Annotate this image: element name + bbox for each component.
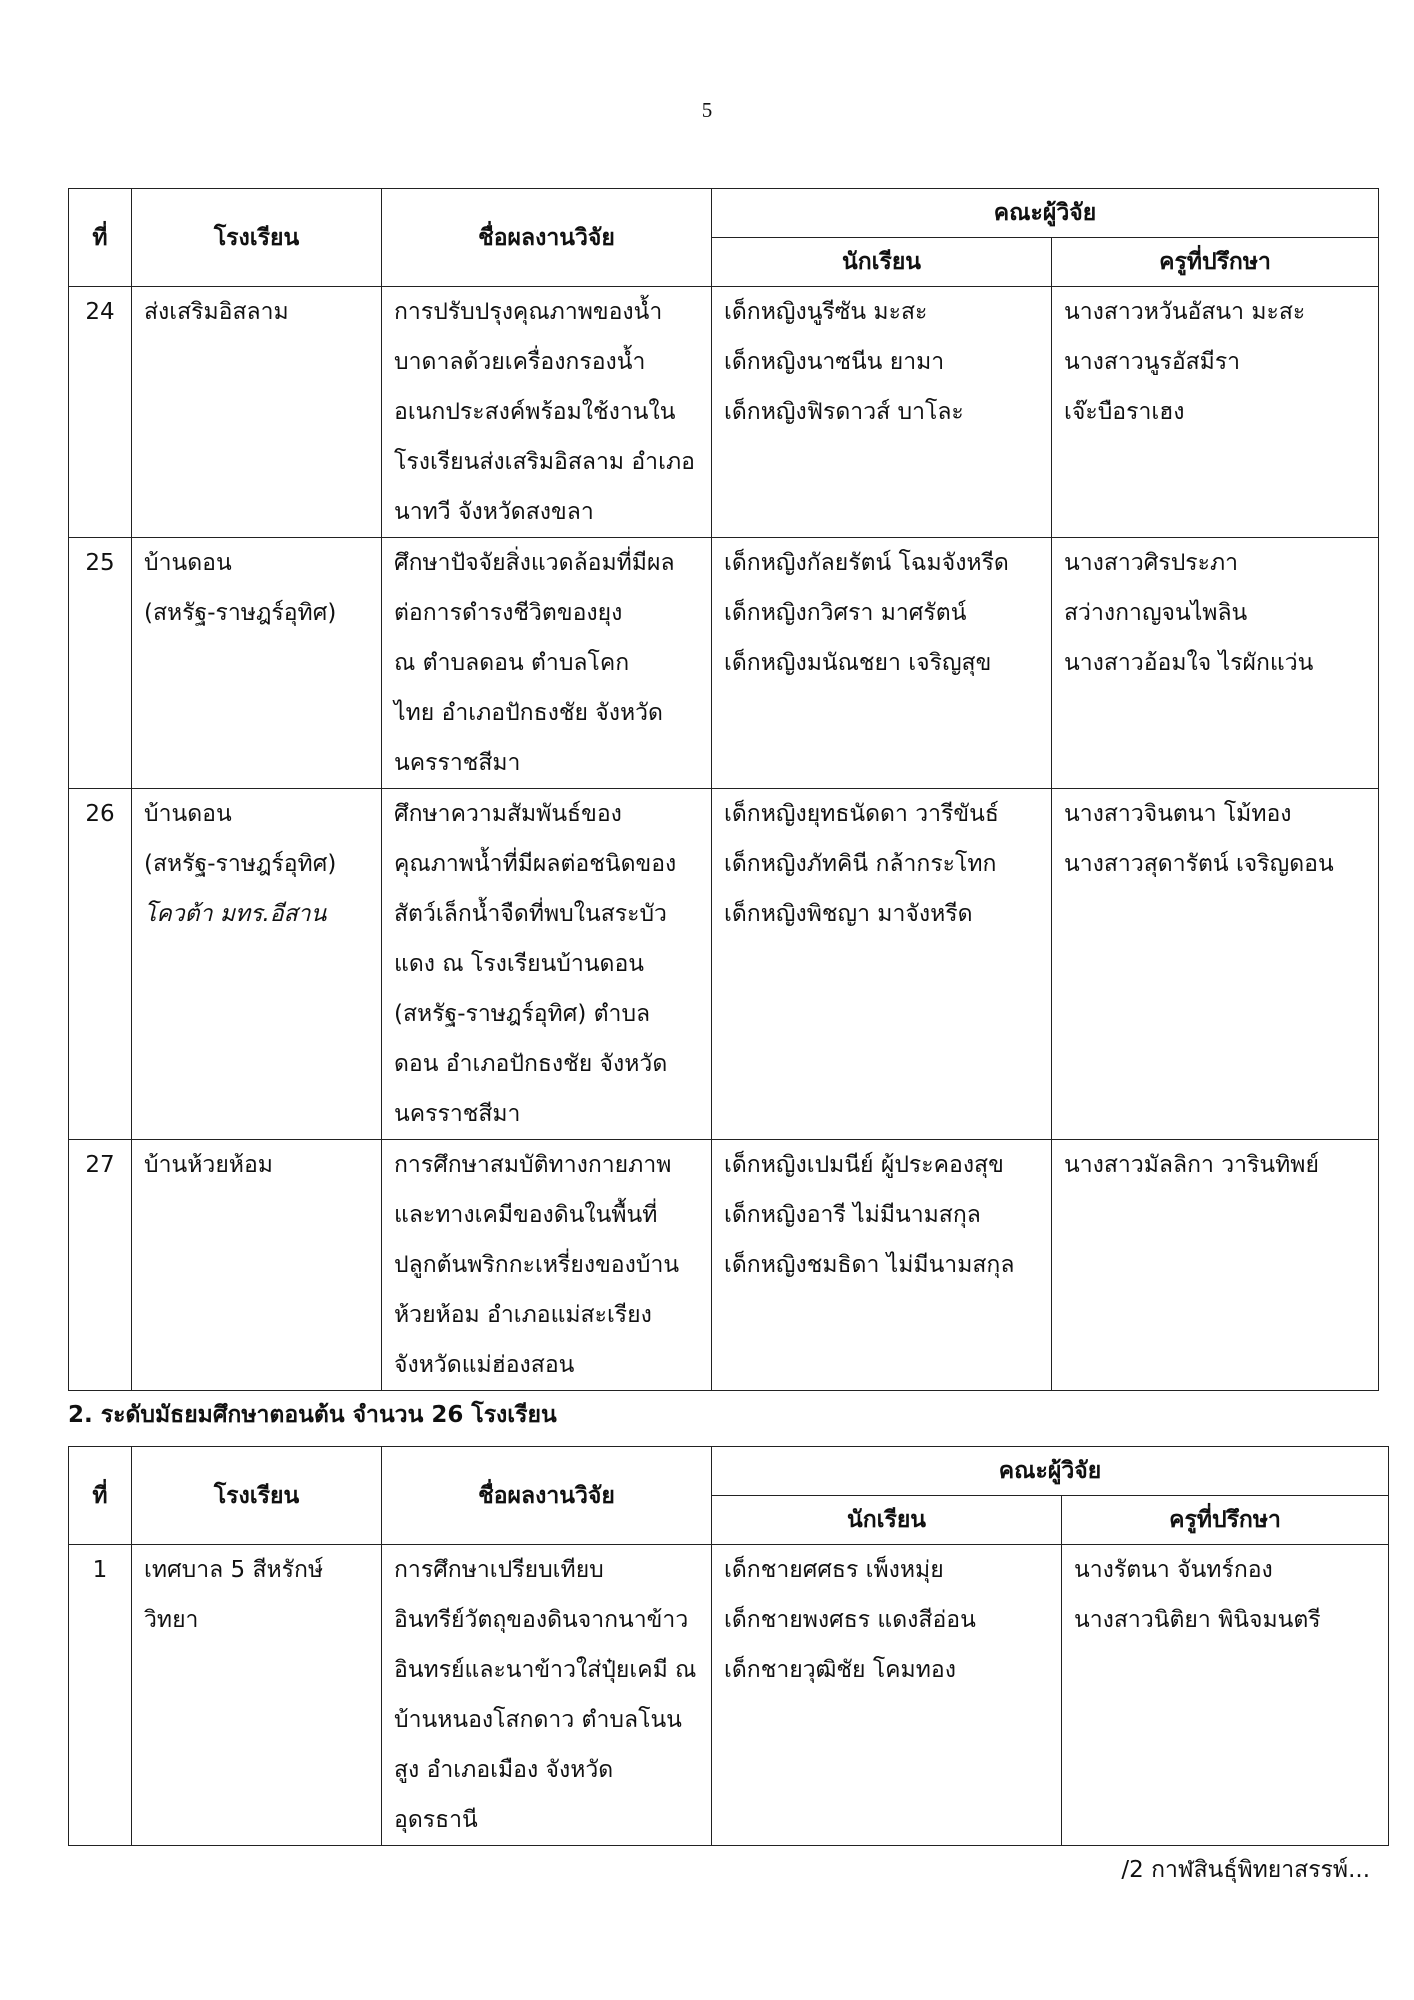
school-cell — [132, 287, 382, 538]
student-name: เด็กหญิงยุทธนัดดา วารีขันธ์ — [724, 801, 999, 827]
row-number: 1 — [69, 1545, 132, 1846]
title-line: การศึกษาเปรียบเทียบ — [394, 1557, 604, 1583]
research-table-primary — [68, 188, 1379, 1391]
header-title: ชื่อผลงานวิจัย — [382, 189, 712, 287]
header-title: ชื่อผลงานวิจัย — [382, 1447, 712, 1545]
research-table-lower-secondary — [68, 1446, 1389, 1846]
row-number: 26 — [69, 789, 132, 1140]
student-name: เด็กหญิงฟิรดาวส์ บาโละ — [724, 399, 964, 425]
advisor-name: เจ๊ะบือราเฮง — [1064, 399, 1185, 425]
title-line: ณ ตำบลดอน ตำบลโคก — [394, 650, 630, 676]
school-quota-note: โควต้า มทร.อีสาน — [144, 901, 327, 927]
title-line: การศึกษาสมบัติทางกายภาพ — [394, 1152, 672, 1178]
school-name: บ้านดอน — [144, 801, 232, 827]
header-school: โรงเรียน — [132, 1447, 382, 1545]
continuation-note: /2 กาฬสินธุ์พิทยาสรรพ์... — [1121, 1857, 1370, 1883]
title-line: นครราชสีมา — [394, 750, 521, 776]
student-name: เด็กหญิงพิชญา มาจังหรีด — [724, 901, 973, 927]
header-no: ที่ — [69, 1447, 132, 1545]
title-line: อินทรีย์วัตถุของดินจากนาข้าว — [394, 1607, 689, 1633]
header-team: คณะผู้วิจัย — [712, 189, 1379, 238]
table-row — [69, 287, 1379, 538]
student-name: เด็กชายวุฒิชัย โคมทอง — [724, 1657, 956, 1683]
school-cell — [132, 1140, 382, 1391]
title-line: บาดาลด้วยเครื่องกรองน้ำ — [394, 349, 646, 375]
header-advisors: ครูที่ปรึกษา — [1062, 1496, 1389, 1545]
title-cell — [382, 1140, 712, 1391]
advisor-name: นางสาวนูรอัสมีรา — [1064, 349, 1241, 375]
title-line: การปรับปรุงคุณภาพของน้ำ — [394, 299, 663, 325]
title-line: นาทวี จังหวัดสงขลา — [394, 499, 594, 525]
school-name: (สหรัฐ-ราษฎร์อุทิศ) — [144, 600, 337, 626]
title-line: อุดรธานี — [394, 1807, 478, 1833]
student-name: เด็กหญิงมนัณชยา เจริญสุข — [724, 650, 992, 676]
page-number: 5 — [701, 98, 713, 122]
title-line: ต่อการดำรงชีวิตของยุง — [394, 600, 623, 626]
school-name: ส่งเสริมอิสลาม — [144, 299, 289, 325]
student-name: เด็กหญิงนาซนีน ยามา — [724, 349, 945, 375]
students-cell — [712, 1545, 1062, 1846]
school-name: บ้านดอน — [144, 550, 232, 576]
section-heading: 2. ระดับมัธยมศึกษาตอนต้น จำนวน 26 โรงเรียน — [68, 1402, 557, 1428]
school-name: วิทยา — [144, 1607, 199, 1633]
advisor-name: สว่างกาญจนไพลิน — [1064, 600, 1248, 626]
title-line: แดง ณ โรงเรียนบ้านดอน — [394, 951, 645, 977]
title-line: ศึกษาปัจจัยสิ่งแวดล้อมที่มีผล — [394, 550, 675, 576]
title-line: โรงเรียนส่งเสริมอิสลาม อำเภอ — [394, 449, 695, 475]
advisors-cell — [1062, 1545, 1389, 1846]
student-name: เด็กหญิงกัลยรัตน์ โฉมจังหรีด — [724, 550, 1009, 576]
title-line: นครราชสีมา — [394, 1101, 521, 1127]
student-name: เด็กหญิงกวิศรา มาศรัตน์ — [724, 600, 967, 626]
title-cell — [382, 1545, 712, 1846]
title-cell — [382, 789, 712, 1140]
header-team: คณะผู้วิจัย — [712, 1447, 1389, 1496]
student-name: เด็กหญิงอารี ไม่มีนามสกุล — [724, 1202, 981, 1228]
school-cell — [132, 538, 382, 789]
students-cell — [712, 789, 1052, 1140]
student-name: เด็กชายพงศธร แดงสีอ่อน — [724, 1607, 976, 1633]
student-name: เด็กหญิงภัทคินี กล้ากระโทก — [724, 851, 997, 877]
students-cell — [712, 287, 1052, 538]
table-row — [69, 538, 1379, 789]
title-line: ปลูกต้นพริกกะเหรี่ยงของบ้าน — [394, 1252, 680, 1278]
advisor-name: นางสาวศิรประภา — [1064, 550, 1239, 576]
advisor-name: นางสาวนิติยา พินิจมนตรี — [1074, 1607, 1321, 1633]
title-line: บ้านหนองโสกดาว ตำบลโนน — [394, 1707, 682, 1733]
title-line: อเนกประสงค์พร้อมใช้งานใน — [394, 399, 676, 425]
school-cell — [132, 1545, 382, 1846]
title-line: อินทรย์และนาข้าวใส่ปุ๋ยเคมี ณ — [394, 1657, 697, 1683]
students-cell — [712, 538, 1052, 789]
advisor-name: นางสาวจินตนา โม้ทอง — [1064, 801, 1292, 827]
table-row — [69, 1140, 1379, 1391]
title-line: ไทย อำเภอปักธงชัย จังหวัด — [394, 700, 663, 726]
title-cell — [382, 538, 712, 789]
student-name: เด็กหญิงนูรีซัน มะสะ — [724, 299, 928, 325]
row-number: 25 — [69, 538, 132, 789]
student-name: เด็กหญิงชมธิดา ไม่มีนามสกุล — [724, 1252, 1015, 1278]
advisor-name: นางรัตนา จันทร์กอง — [1074, 1557, 1273, 1583]
header-students: นักเรียน — [712, 238, 1052, 287]
title-line: คุณภาพน้ำที่มีผลต่อชนิดของ — [394, 851, 677, 877]
title-line: จังหวัดแม่ฮ่องสอน — [394, 1352, 575, 1378]
advisors-cell — [1052, 1140, 1379, 1391]
advisors-cell — [1052, 538, 1379, 789]
advisor-name: นางสาวหวันอัสนา มะสะ — [1064, 299, 1306, 325]
row-number: 24 — [69, 287, 132, 538]
row-number: 27 — [69, 1140, 132, 1391]
students-cell — [712, 1140, 1052, 1391]
title-line: ศึกษาความสัมพันธ์ของ — [394, 801, 622, 827]
student-name: เด็กหญิงเปมนีย์ ผู้ประคองสุข — [724, 1152, 1004, 1178]
table-row — [69, 1545, 1389, 1846]
table-row — [69, 789, 1379, 1140]
school-name: บ้านห้วยห้อม — [144, 1152, 273, 1178]
header-no: ที่ — [69, 189, 132, 287]
advisor-name: นางสาวมัลลิกา วารินทิพย์ — [1064, 1152, 1319, 1178]
advisors-cell — [1052, 287, 1379, 538]
header-students: นักเรียน — [712, 1496, 1062, 1545]
school-cell — [132, 789, 382, 1140]
title-line: ห้วยห้อม อำเภอแม่สะเรียง — [394, 1302, 652, 1328]
title-cell — [382, 287, 712, 538]
header-school: โรงเรียน — [132, 189, 382, 287]
title-line: สูง อำเภอเมือง จังหวัด — [394, 1757, 614, 1783]
title-line: ดอน อำเภอปักธงชัย จังหวัด — [394, 1051, 668, 1077]
school-name: (สหรัฐ-ราษฎร์อุทิศ) — [144, 851, 337, 877]
title-line: (สหรัฐ-ราษฎร์อุทิศ) ตำบล — [394, 1001, 651, 1027]
advisors-cell — [1052, 789, 1379, 1140]
header-advisors: ครูที่ปรึกษา — [1052, 238, 1379, 287]
advisor-name: นางสาวอ้อมใจ ไรผักแว่น — [1064, 650, 1314, 676]
title-line: และทางเคมีของดินในพื้นที่ — [394, 1202, 658, 1228]
school-name: เทศบาล 5 สีหรักษ์ — [144, 1557, 324, 1583]
advisor-name: นางสาวสุดารัตน์ เจริญดอน — [1064, 851, 1334, 877]
title-line: สัตว์เล็กน้ำจืดที่พบในสระบัว — [394, 901, 667, 927]
student-name: เด็กชายศศธร เพ็งหมุ่ย — [724, 1557, 944, 1583]
